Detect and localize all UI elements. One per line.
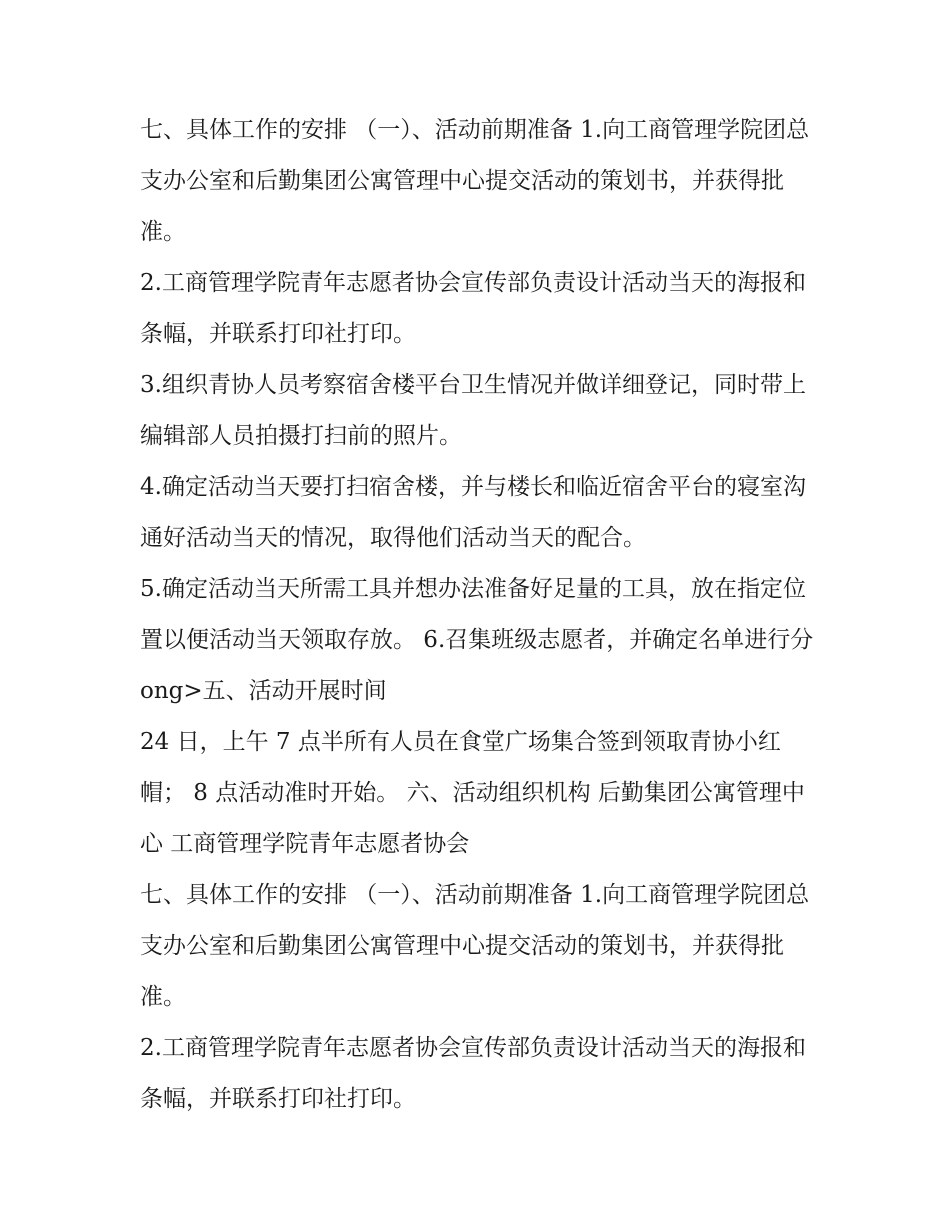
document-body: [140, 105, 820, 1125]
paragraph-item-2: 2.工商管理学院青年志愿者协会宣传部负责设计活动当天的海报和条幅，并联系打印社打印。: [140, 270, 806, 347]
paragraph-time-organization: 24 日，上午 7 点半所有人员在食堂广场集合签到领取青协小红帽； 8 点活动准时开始。 六、活动组织机构 后勤集团公寓管理中心 工商管理学院青年志愿者协会: [140, 729, 805, 857]
paragraph-item-2-repeat: 2.工商管理学院青年志愿者协会宣传部负责设计活动当天的海报和条幅，并联系打印社打印。: [140, 1035, 806, 1112]
paragraph-arrangement-intro: 七、具体工作的安排 （一）、活动前期准备 1.向工商管理学院团总支办公室和后勤集团公寓管理中心提交活动的策划书，并获得批准。: [140, 117, 810, 245]
paragraph-arrangement-intro-repeat: 七、具体工作的安排 （一）、活动前期准备 1.向工商管理学院团总支办公室和后勤集团公寓管理中心提交活动的策划书，并获得批准。: [140, 882, 810, 1010]
paragraph-item-5-6: 5.确定活动当天所需工具并想办法准备好足量的工具，放在指定位置以便活动当天领取存放。 6.召集班级志愿者，并确定名单进行分 ong>五、活动开展时间: [140, 576, 814, 704]
paragraph-item-4: 4.确定活动当天要打扫宿舍楼，并与楼长和临近宿舍平台的寝室沟通好活动当天的情况，取得他们活动当天的配合。: [140, 474, 806, 551]
paragraph-item-3: 3.组织青协人员考察宿舍楼平台卫生情况并做详细登记，同时带上编辑部人员拍摄打扫前的照片。: [140, 372, 806, 449]
